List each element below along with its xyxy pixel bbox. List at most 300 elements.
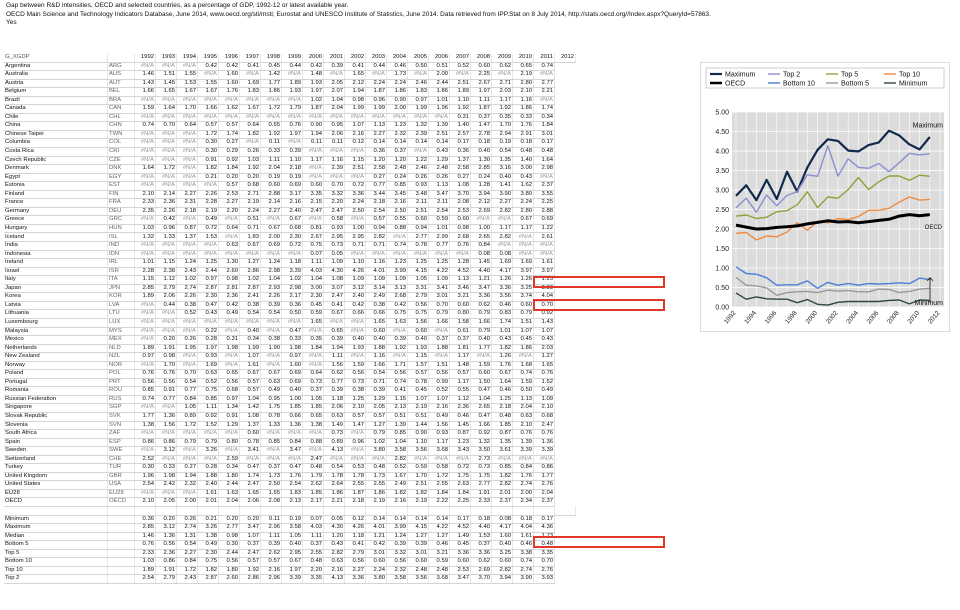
value-cell[interactable]: 1.05 [177,404,198,413]
value-cell[interactable]: 1.96 [429,105,450,114]
value-cell[interactable]: 2.98 [534,165,555,174]
country-name-cell[interactable]: Slovak Republic [4,412,108,421]
value-cell[interactable]: #N/A [177,318,198,327]
value-cell[interactable]: 0.79 [471,327,492,336]
value-cell[interactable]: 0.85 [387,430,408,439]
value-cell[interactable]: 0.70 [177,370,198,379]
value-cell[interactable]: 0.56 [345,370,366,379]
table-row[interactable] [4,88,576,97]
value-cell[interactable]: #N/A [177,353,198,362]
summary-value-cell[interactable]: 3.35 [303,575,324,584]
value-cell[interactable]: 2.41 [240,293,261,302]
value-cell[interactable]: 2.57 [450,130,471,139]
value-cell[interactable]: 1.84 [429,489,450,498]
value-cell[interactable]: 1.65 [240,489,261,498]
value-cell[interactable]: 2.33 [135,199,156,208]
value-cell[interactable]: 0.17 [450,139,471,148]
value-cell[interactable]: 1.60 [219,71,240,80]
value-cell[interactable]: 2.30 [198,293,219,302]
summary-value-cell[interactable]: 0.54 [177,541,198,550]
value-cell[interactable]: 3.46 [450,284,471,293]
value-cell[interactable]: 2.79 [408,293,429,302]
value-cell[interactable]: 1.48 [303,71,324,80]
value-cell[interactable]: 0.64 [303,370,324,379]
value-cell[interactable]: 2.55 [345,481,366,490]
table-row[interactable] [4,190,576,199]
value-cell[interactable]: #N/A [156,404,177,413]
value-cell[interactable]: #N/A [282,455,303,464]
table-row[interactable] [4,472,576,481]
value-cell[interactable]: 2.98 [261,267,282,276]
summary-value-cell[interactable]: 2.30 [198,549,219,558]
summary-value-cell[interactable]: 1.27 [429,532,450,541]
value-cell[interactable]: 2.37 [534,182,555,191]
value-cell[interactable]: 0.57 [450,370,471,379]
country-code-cell[interactable]: ROU [108,387,135,396]
value-cell[interactable]: 1.07 [513,327,534,336]
value-cell[interactable]: 0.49 [261,387,282,396]
value-cell[interactable]: #N/A [135,216,156,225]
value-cell[interactable]: 2.10 [135,498,156,507]
value-cell[interactable]: 4.15 [408,267,429,276]
value-cell[interactable]: 0.39 [324,62,345,71]
value-cell[interactable]: #N/A [177,62,198,71]
value-cell[interactable]: #N/A [303,327,324,336]
summary-value-cell[interactable]: 3.70 [471,575,492,584]
value-cell[interactable]: 2.74 [513,481,534,490]
country-code-cell[interactable]: USA [108,481,135,490]
summary-label-cell[interactable]: Top 5 [4,549,108,558]
summary-label-cell[interactable]: Bottom 10 [4,558,108,567]
summary-value-cell[interactable]: 2.24 [366,566,387,575]
value-cell[interactable]: #N/A [219,353,240,362]
summary-code-cell[interactable] [108,575,135,584]
value-cell[interactable]: 1.92 [261,130,282,139]
summary-value-cell[interactable]: 0.18 [513,515,534,524]
value-cell[interactable]: 0.46 [387,62,408,71]
summary-value-cell[interactable]: 0.59 [429,558,450,567]
blank-cell[interactable] [429,506,450,515]
value-cell[interactable]: 1.33 [261,421,282,430]
country-name-cell[interactable]: Norway [4,361,108,370]
value-cell[interactable]: 0.05 [324,250,345,259]
value-cell[interactable]: 0.89 [324,438,345,447]
country-code-cell[interactable]: NZL [108,353,135,362]
summary-value-cell[interactable]: 0.36 [135,515,156,524]
summary-value-cell[interactable]: 2.74 [177,524,198,533]
country-name-cell[interactable]: France [4,199,108,208]
country-code-cell[interactable]: EGY [108,173,135,182]
summary-code-cell[interactable] [108,558,135,567]
value-cell[interactable]: 2.82 [387,455,408,464]
value-cell[interactable]: 2.01 [492,489,513,498]
country-name-cell[interactable]: Denmark [4,165,108,174]
value-cell[interactable]: 1.26 [492,276,513,285]
value-cell[interactable]: 0.59 [303,310,324,319]
value-cell[interactable]: 1.53 [177,79,198,88]
summary-value-cell[interactable]: 1.20 [324,532,345,541]
value-cell[interactable]: 1.16 [366,259,387,268]
summary-value-cell[interactable]: 2.55 [303,549,324,558]
value-cell[interactable]: 2.94 [492,130,513,139]
year-header-cell[interactable]: 2001 [324,54,345,62]
value-cell[interactable]: 2.10 [534,404,555,413]
value-cell[interactable]: 2.40 [198,481,219,490]
value-cell[interactable]: 1.09 [324,259,345,268]
value-cell[interactable]: 0.78 [408,378,429,387]
year-header-cell[interactable]: 2005 [408,54,429,62]
value-cell[interactable]: 0.12 [345,139,366,148]
value-cell[interactable]: #N/A [282,430,303,439]
value-cell[interactable]: 0.60 [261,182,282,191]
value-cell[interactable]: 1.25 [534,276,555,285]
value-cell[interactable]: 0.38 [345,387,366,396]
value-cell[interactable]: #N/A [135,489,156,498]
summary-value-cell[interactable]: 0.37 [471,541,492,550]
value-cell[interactable]: 1.84 [534,122,555,131]
country-name-cell[interactable]: Greece [4,216,108,225]
summary-value-cell[interactable]: 4.40 [471,524,492,533]
value-cell[interactable]: 2.80 [513,207,534,216]
summary-value-cell[interactable]: 2.86 [240,575,261,584]
value-cell[interactable]: 0.08 [492,250,513,259]
value-cell[interactable]: 1.35 [492,438,513,447]
country-code-cell[interactable]: CHE [108,455,135,464]
blank-cell[interactable] [177,506,198,515]
value-cell[interactable]: 2.86 [240,267,261,276]
value-cell[interactable]: 1.23 [450,438,471,447]
summary-value-cell[interactable]: 2.95 [282,549,303,558]
value-cell[interactable]: #N/A [198,113,219,122]
blank-cell[interactable] [108,506,135,515]
year-header-cell[interactable]: 1992 [135,54,156,62]
country-name-cell[interactable]: Finland [4,190,108,199]
blank-cell[interactable] [450,506,471,515]
value-cell[interactable]: #N/A [177,113,198,122]
value-cell[interactable]: 0.57 [366,216,387,225]
summary-label-cell[interactable]: Bottom 5 [4,541,108,550]
country-name-cell[interactable]: Hungary [4,224,108,233]
value-cell[interactable]: 0.97 [198,276,219,285]
value-cell[interactable]: #N/A [303,165,324,174]
value-cell[interactable]: #N/A [324,148,345,157]
value-cell[interactable]: 1.53 [198,233,219,242]
summary-row[interactable] [4,566,576,575]
summary-value-cell[interactable]: 2.48 [408,566,429,575]
value-cell[interactable]: 1.27 [534,353,555,362]
table-row[interactable] [4,62,576,71]
value-cell[interactable]: #N/A [366,250,387,259]
value-cell[interactable]: #N/A [282,250,303,259]
value-cell[interactable]: 2.32 [177,481,198,490]
value-cell[interactable]: 1.04 [240,395,261,404]
value-cell[interactable]: #N/A [303,430,324,439]
value-cell[interactable]: 0.93 [429,430,450,439]
value-cell[interactable]: 2.20 [324,199,345,208]
value-cell[interactable]: 1.09 [534,395,555,404]
value-cell[interactable]: 0.63 [513,412,534,421]
value-cell[interactable]: 0.88 [387,224,408,233]
value-cell[interactable]: 1.79 [282,105,303,114]
value-cell[interactable]: 1.33 [156,233,177,242]
value-cell[interactable]: 0.34 [534,113,555,122]
value-cell[interactable]: 4.40 [471,267,492,276]
value-cell[interactable]: 0.44 [156,301,177,310]
value-cell[interactable]: 0.47 [471,387,492,396]
value-cell[interactable]: 1.89 [135,293,156,302]
table-row[interactable] [4,447,576,456]
value-cell[interactable]: 0.67 [240,370,261,379]
value-cell[interactable]: 2.37 [534,498,555,507]
summary-value-cell[interactable]: 0.60 [450,558,471,567]
value-cell[interactable]: 1.82 [198,165,219,174]
value-cell[interactable]: 2.03 [492,88,513,97]
value-cell[interactable]: 3.50 [471,447,492,456]
blank-cell[interactable] [366,506,387,515]
value-cell[interactable]: 2.18 [345,498,366,507]
value-cell[interactable]: 0.76 [513,430,534,439]
value-cell[interactable]: 0.24 [387,173,408,182]
value-cell[interactable]: #N/A [282,96,303,105]
value-cell[interactable]: 2.35 [135,207,156,216]
value-cell[interactable]: 1.40 [450,122,471,131]
value-cell[interactable]: 1.82 [387,489,408,498]
value-cell[interactable]: #N/A [156,250,177,259]
value-cell[interactable]: 0.79 [471,310,492,319]
value-cell[interactable]: #N/A [198,318,219,327]
value-cell[interactable]: #N/A [534,250,555,259]
value-cell[interactable]: 2.27 [366,130,387,139]
value-cell[interactable]: 3.01 [534,130,555,139]
summary-value-cell[interactable]: 0.84 [177,558,198,567]
value-cell[interactable]: 1.85 [303,489,324,498]
value-cell[interactable]: 1.08 [240,412,261,421]
value-cell[interactable]: 1.00 [282,395,303,404]
value-cell[interactable]: 2.00 [513,489,534,498]
value-cell[interactable]: 1.66 [366,361,387,370]
value-cell[interactable]: 3.21 [450,293,471,302]
value-cell[interactable]: 1.58 [450,318,471,327]
value-cell[interactable]: #N/A [219,327,240,336]
summary-value-cell[interactable]: 2.87 [198,575,219,584]
summary-value-cell[interactable]: 4.30 [324,524,345,533]
value-cell[interactable]: 0.42 [387,301,408,310]
value-cell[interactable]: 0.57 [345,412,366,421]
value-cell[interactable]: 0.66 [282,412,303,421]
summary-value-cell[interactable]: 1.03 [135,558,156,567]
value-cell[interactable]: 2.51 [450,79,471,88]
source-cell[interactable]: OECD Main Science and Technology Indicators Database, June 2014, www.oecd.org/sti/msti; Eurostat and UNESCO Institute of Statistics, June 2014. Data retrieved from IPP.Stat on 8 July 2014, http://stats.oecd.org//Index.aspx?QueryId=57863. [6,10,711,18]
value-cell[interactable]: 0.68 [282,224,303,233]
value-cell[interactable]: 4.03 [303,267,324,276]
value-cell[interactable]: #N/A [135,156,156,165]
value-cell[interactable]: 1.94 [303,130,324,139]
value-cell[interactable]: 0.92 [471,430,492,439]
value-cell[interactable]: 1.85 [492,421,513,430]
summary-value-cell[interactable]: 3.01 [408,549,429,558]
value-cell[interactable]: 0.60 [471,370,492,379]
value-cell[interactable]: #N/A [387,233,408,242]
value-cell[interactable]: 1.02 [366,438,387,447]
value-cell[interactable]: 0.41 [345,62,366,71]
value-cell[interactable]: 2.50 [345,207,366,216]
value-cell[interactable]: 2.51 [408,207,429,216]
value-cell[interactable]: 0.51 [387,412,408,421]
blank-row[interactable] [4,506,576,515]
value-cell[interactable]: 2.10 [513,88,534,97]
summary-value-cell[interactable]: 3.36 [450,549,471,558]
summary-value-cell[interactable]: 1.07 [240,532,261,541]
value-cell[interactable]: 1.69 [492,259,513,268]
value-cell[interactable]: 1.02 [240,276,261,285]
blank-cell[interactable] [282,506,303,515]
value-cell[interactable]: 3.13 [387,284,408,293]
value-cell[interactable]: #N/A [324,455,345,464]
value-cell[interactable]: 1.22 [534,224,555,233]
value-cell[interactable]: 1.65 [156,88,177,97]
value-cell[interactable]: 1.56 [408,318,429,327]
value-cell[interactable]: 0.80 [450,310,471,319]
table-row[interactable] [4,250,576,259]
value-cell[interactable]: #N/A [177,173,198,182]
value-cell[interactable]: 0.43 [534,336,555,345]
value-cell[interactable]: 1.44 [408,421,429,430]
value-cell[interactable]: 1.25 [408,259,429,268]
value-cell[interactable]: 0.73 [324,242,345,251]
value-cell[interactable]: 1.77 [534,472,555,481]
table-row[interactable] [4,301,576,310]
value-cell[interactable]: #N/A [450,71,471,80]
value-cell[interactable]: 1.69 [240,79,261,88]
value-cell[interactable]: 3.00 [513,165,534,174]
value-cell[interactable]: 1.36 [534,438,555,447]
summary-value-cell[interactable]: 2.69 [471,566,492,575]
value-cell[interactable]: 0.36 [450,148,471,157]
summary-value-cell[interactable]: 3.36 [345,575,366,584]
value-cell[interactable]: 0.51 [240,216,261,225]
country-code-cell[interactable]: BRA [108,96,135,105]
value-cell[interactable]: 0.37 [429,336,450,345]
value-cell[interactable]: 2.67 [471,79,492,88]
summary-value-cell[interactable]: 3.93 [534,575,555,584]
value-cell[interactable]: 2.27 [261,207,282,216]
value-cell[interactable]: 2.44 [198,267,219,276]
value-cell[interactable]: #N/A [135,242,156,251]
table-row[interactable] [4,455,576,464]
value-cell[interactable]: 1.75 [261,404,282,413]
summary-value-cell[interactable]: 3.39 [282,575,303,584]
value-cell[interactable]: #N/A [156,318,177,327]
country-code-cell[interactable]: CRI [108,148,135,157]
value-cell[interactable]: 0.45 [261,62,282,71]
value-cell[interactable]: #N/A [408,71,429,80]
value-cell[interactable]: 2.43 [177,267,198,276]
value-cell[interactable]: 0.29 [219,148,240,157]
value-cell[interactable]: 0.60 [408,216,429,225]
value-cell[interactable]: 2.14 [261,199,282,208]
value-cell[interactable]: #N/A [156,430,177,439]
value-cell[interactable]: 0.26 [177,336,198,345]
value-cell[interactable]: #N/A [177,455,198,464]
summary-value-cell[interactable]: 1.53 [471,532,492,541]
blank-cell[interactable] [345,506,366,515]
summary-value-cell[interactable]: 0.40 [282,541,303,550]
value-cell[interactable]: 2.28 [198,199,219,208]
value-cell[interactable]: 0.63 [219,242,240,251]
value-cell[interactable]: 0.48 [492,412,513,421]
value-cell[interactable]: 0.79 [429,310,450,319]
value-cell[interactable]: 1.73 [387,71,408,80]
value-cell[interactable]: 0.75 [387,310,408,319]
value-cell[interactable]: 2.27 [492,199,513,208]
table-row[interactable] [4,79,576,88]
value-cell[interactable]: #N/A [177,165,198,174]
country-code-cell[interactable]: IND [108,242,135,251]
summary-value-cell[interactable]: 0.20 [240,515,261,524]
value-cell[interactable]: 3.68 [429,447,450,456]
value-cell[interactable]: 1.30 [219,259,240,268]
value-cell[interactable]: 3.39 [282,267,303,276]
value-cell[interactable]: 1.09 [345,276,366,285]
value-cell[interactable]: 1.25 [345,395,366,404]
value-cell[interactable]: 2.16 [345,130,366,139]
value-cell[interactable]: 3.74 [513,293,534,302]
year-header-cell[interactable]: 2000 [303,54,324,62]
value-cell[interactable]: 0.46 [450,412,471,421]
value-cell[interactable]: #N/A [534,455,555,464]
value-cell[interactable]: 1.16 [324,156,345,165]
value-cell[interactable]: 0.78 [408,242,429,251]
value-cell[interactable]: 1.83 [240,233,261,242]
value-cell[interactable]: 1.95 [177,344,198,353]
table-row[interactable] [4,464,576,473]
value-cell[interactable]: 4.17 [492,267,513,276]
value-cell[interactable]: #N/A [156,96,177,105]
value-cell[interactable]: 1.97 [198,344,219,353]
summary-value-cell[interactable]: 2.82 [324,549,345,558]
country-code-cell[interactable]: PRT [108,378,135,387]
value-cell[interactable]: 0.62 [324,370,345,379]
table-row[interactable] [4,438,576,447]
value-cell[interactable]: 0.47 [198,301,219,310]
value-cell[interactable]: #N/A [429,455,450,464]
value-cell[interactable]: 1.66 [198,105,219,114]
value-cell[interactable]: 3.07 [324,284,345,293]
summary-value-cell[interactable]: 2.47 [240,549,261,558]
value-cell[interactable]: #N/A [198,182,219,191]
value-cell[interactable]: 1.65 [261,489,282,498]
value-cell[interactable]: #N/A [513,233,534,242]
blank-cell[interactable] [555,506,576,515]
value-cell[interactable]: 1.04 [387,438,408,447]
country-code-cell[interactable]: TWN [108,130,135,139]
value-cell[interactable]: 4.01 [366,267,387,276]
value-cell[interactable]: 0.38 [240,301,261,310]
table-row[interactable] [4,148,576,157]
summary-value-cell[interactable]: 3.35 [534,549,555,558]
value-cell[interactable]: 1.18 [282,259,303,268]
value-cell[interactable]: 0.38 [366,301,387,310]
summary-value-cell[interactable]: 3.01 [366,549,387,558]
value-cell[interactable]: 0.56 [387,370,408,379]
value-cell[interactable]: 0.20 [156,336,177,345]
value-cell[interactable]: 0.99 [429,378,450,387]
country-name-cell[interactable]: Argentina [4,62,108,71]
value-cell[interactable]: #N/A [219,96,240,105]
value-cell[interactable]: 1.72 [177,421,198,430]
value-cell[interactable]: 0.53 [345,464,366,473]
summary-value-cell[interactable]: 2.62 [261,549,282,558]
